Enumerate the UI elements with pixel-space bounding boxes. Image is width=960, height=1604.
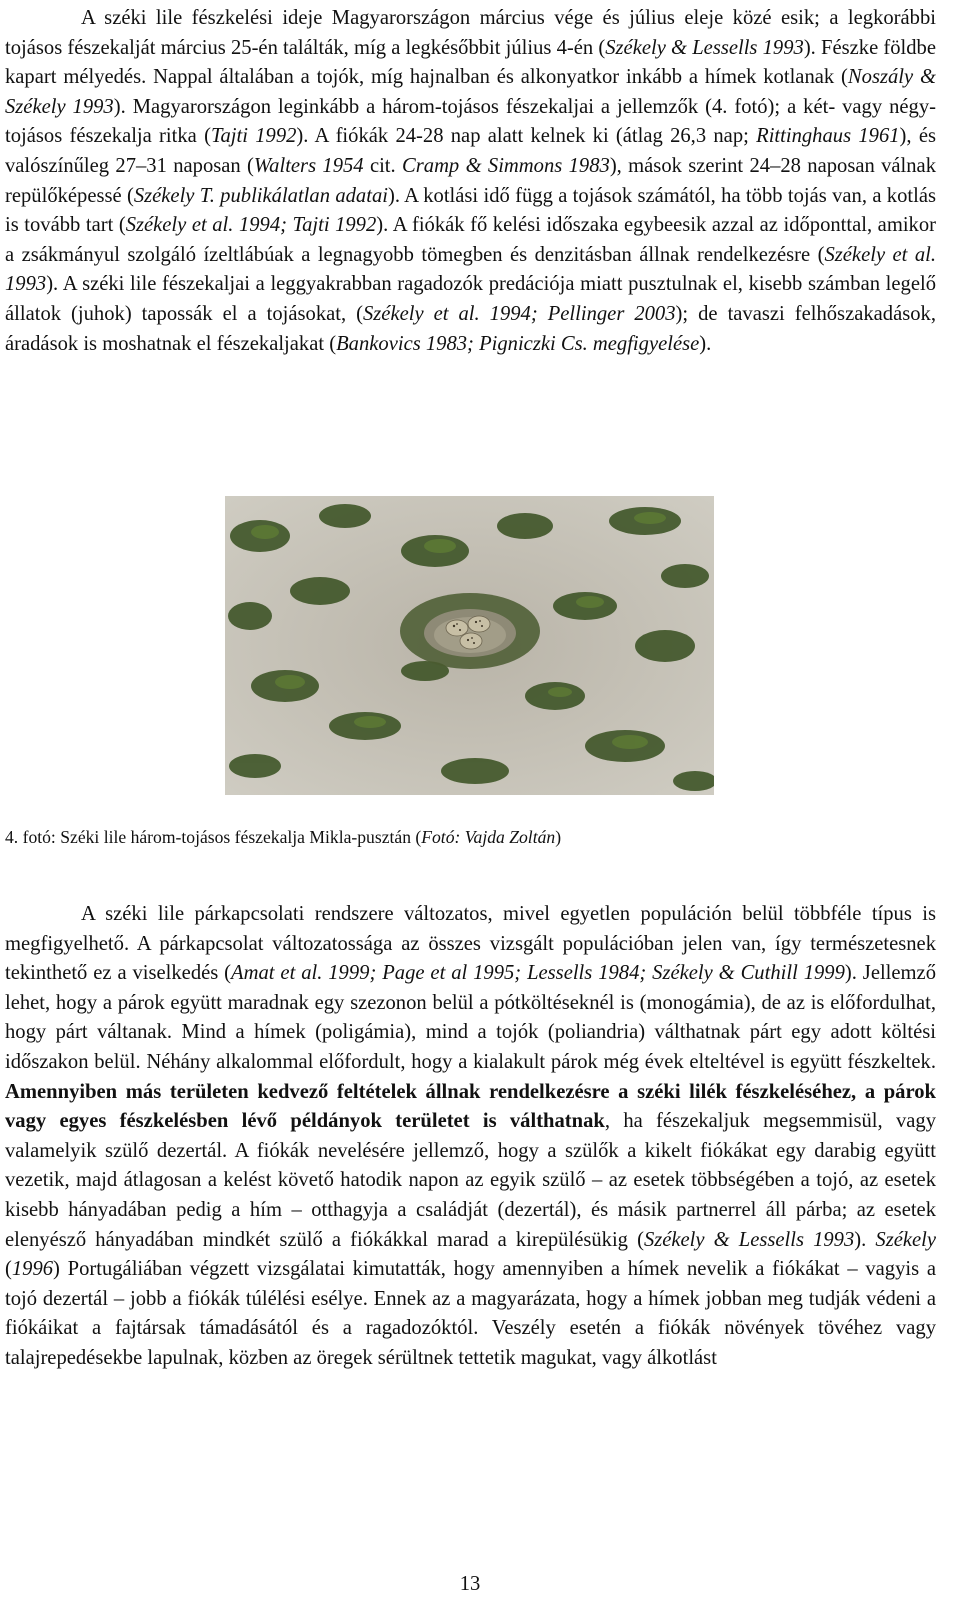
citation-text: Walters 1954 xyxy=(253,154,364,177)
citation-text: Cramp & Simmons 1983 xyxy=(402,154,610,177)
citation-text: Székely et al. 1993 xyxy=(5,243,936,296)
citation-text: Székely et al. 1994; Pellinger 2003 xyxy=(363,302,676,325)
photo-caption xyxy=(5,826,561,848)
body-text: cit. xyxy=(363,154,403,177)
page-number: 13 xyxy=(459,1573,481,1595)
citation-text: Amat et al. 1999; Page et al 1995; Lessells 1984; Székely & Cuthill 1999 xyxy=(231,962,845,985)
citation-text: Székely et al. 1994; Tajti 1992 xyxy=(125,214,377,237)
paragraph-pair-bonding xyxy=(5,900,936,1374)
body-text: ). Fészke földbe kapart mélyedés. Nappal általában a tojók, míg hajnalban és alkonyatkor inkább a hímek kotlanak ( xyxy=(5,36,936,89)
body-text: ). A fiókák fő kelési időszaka egybeesik azzal az időponttal, amikor a zsákmányul szolgáló ízeltlábúak a legnagyobb tömegben és denzitásban állnak rendelkezésre ( xyxy=(5,214,937,266)
citation-text: Fotó: Vajda Zoltán xyxy=(421,827,556,847)
body-text: ). A széki lile fészekaljai a leggyakrabban ragadozók predációja miatt pusztulnak el, kisebb számban legelő állatok (juhok) tapossák el a tojásokat, ( xyxy=(5,273,936,325)
citation-text: Noszály & Székely 1993 xyxy=(5,66,937,118)
body-text: 4. fotó: Széki lile három-tojásos fészekalja Mikla-pusztán ( xyxy=(5,827,422,847)
body-text: ). xyxy=(854,1228,876,1251)
citation-text: Székely & Lessells 1993 xyxy=(643,1228,855,1251)
body-text: ). xyxy=(699,332,712,355)
body-text: A széki lile párkapcsolati rendszere változatos, mivel egyetlen populáción belül többféle típus is megfigyelhető. A párkapcsolat változatossága az összes vizsgált populációban jelen van, így természetesnek tekinthető ez a viselkedés ( xyxy=(5,903,936,985)
citation-text: Tajti 1992 xyxy=(210,125,297,148)
body-text: ). A kotlási idő függ a tojások számától, ha több tojás van, a kotlás is tovább tart ( xyxy=(5,184,936,237)
body-text: A széki lile fészkelési ideje Magyarországon március vége és július eleje közé esik; a legkorábbi tojásos fészekalját március 25-én találták, míg a legkésőbbit július 4-én ( xyxy=(5,7,936,59)
body-text: ), mások szerint 24–28 naposan válnak repülőképessé ( xyxy=(5,154,936,207)
body-text: , ha fészekaljuk megsemmisül, vagy valamelyik szülő dezertál. A fiókák nevelésére jellemző, hogy a szülők a kikelt fiókákat egy darabig együtt vezetik, majd átlagosan a kelést követő hatodik napon az egyik szülő – az esetek többségében a tojó, az esetek kisebb hányadában pedig a hím – otthagyja a családját (dezertál), és másik partnerrel áll párba; az esetek elenyésző hányadában mindkét szülő a fiókákkal marad a kirepülésükig ( xyxy=(5,1110,936,1251)
body-text: ), és valószínűleg 27–31 naposan ( xyxy=(5,125,936,177)
paragraph-breeding-season xyxy=(5,4,936,359)
body-text: ); de tavaszi felhőszakadások, áradások is moshatnak el fészekaljakat ( xyxy=(5,302,936,355)
citation-text: 1996 xyxy=(11,1258,54,1281)
body-text: ( xyxy=(5,1258,12,1281)
nest-cup xyxy=(400,593,540,669)
citation-text: Rittinghaus 1961 xyxy=(756,125,900,148)
body-text: ). Magyarországon leginkább a három-tojásos fészekaljai a jellemzők (4. fotó); a két- vagy négy-tojásos fészekalja ritka ( xyxy=(5,95,936,148)
body-text: ). Jellemző lehet, hogy a párok együtt maradnak egy szezonon belül a pótköltéseknél is (monogámia), de az is előfordulhat, hogy párt váltanak. Mind a hímek (poligámia), mind a tojók (poliandria) válthatnak párt egy adott költési időszakon belül. Néhány alkalommal előfordult, hogy a kialakult párok még évek elteltével is együtt fészkeltek. xyxy=(5,962,936,1073)
nest-photo xyxy=(225,496,714,795)
citation-text: Székely xyxy=(875,1228,937,1251)
emphasized-text: Amennyiben más területen kedvező feltételek állnak rendelkezésre a széki lilék fészkeléséhez, a párok vagy egyes fészkelésben lévő példányok területet is válthatnak xyxy=(5,1080,936,1133)
citation-text: Bankovics 1983; Pigniczki Cs. megfigyelése xyxy=(336,332,700,355)
body-text: ). A fiókák 24-28 nap alatt kelnek ki (átlag 26,3 nap; xyxy=(296,125,757,148)
citation-text: Székely T. publikálatlan adatai xyxy=(133,184,388,207)
citation-text: Székely & Lessells 1993 xyxy=(605,36,804,59)
body-text: ) xyxy=(555,827,562,847)
body-text: ) Portugáliában végzett vizsgálatai kimutatták, hogy amennyiben a hímek nevelik a fiókákat – vagyis a tojó dezertál – jobb a fiókák túlélési esélye. Ennek az a magyarázata, hogy a hímek jobban meg tudják védeni a fiókáikat a fajtársak támadásától és a ragadozóktól. Veszély esetén a fiókák növények tövéhez vagy talajrepedésekbe lapulnak, közben az öregek sérültnek tettetik magukat, vagy álkotlást xyxy=(5,1258,936,1369)
